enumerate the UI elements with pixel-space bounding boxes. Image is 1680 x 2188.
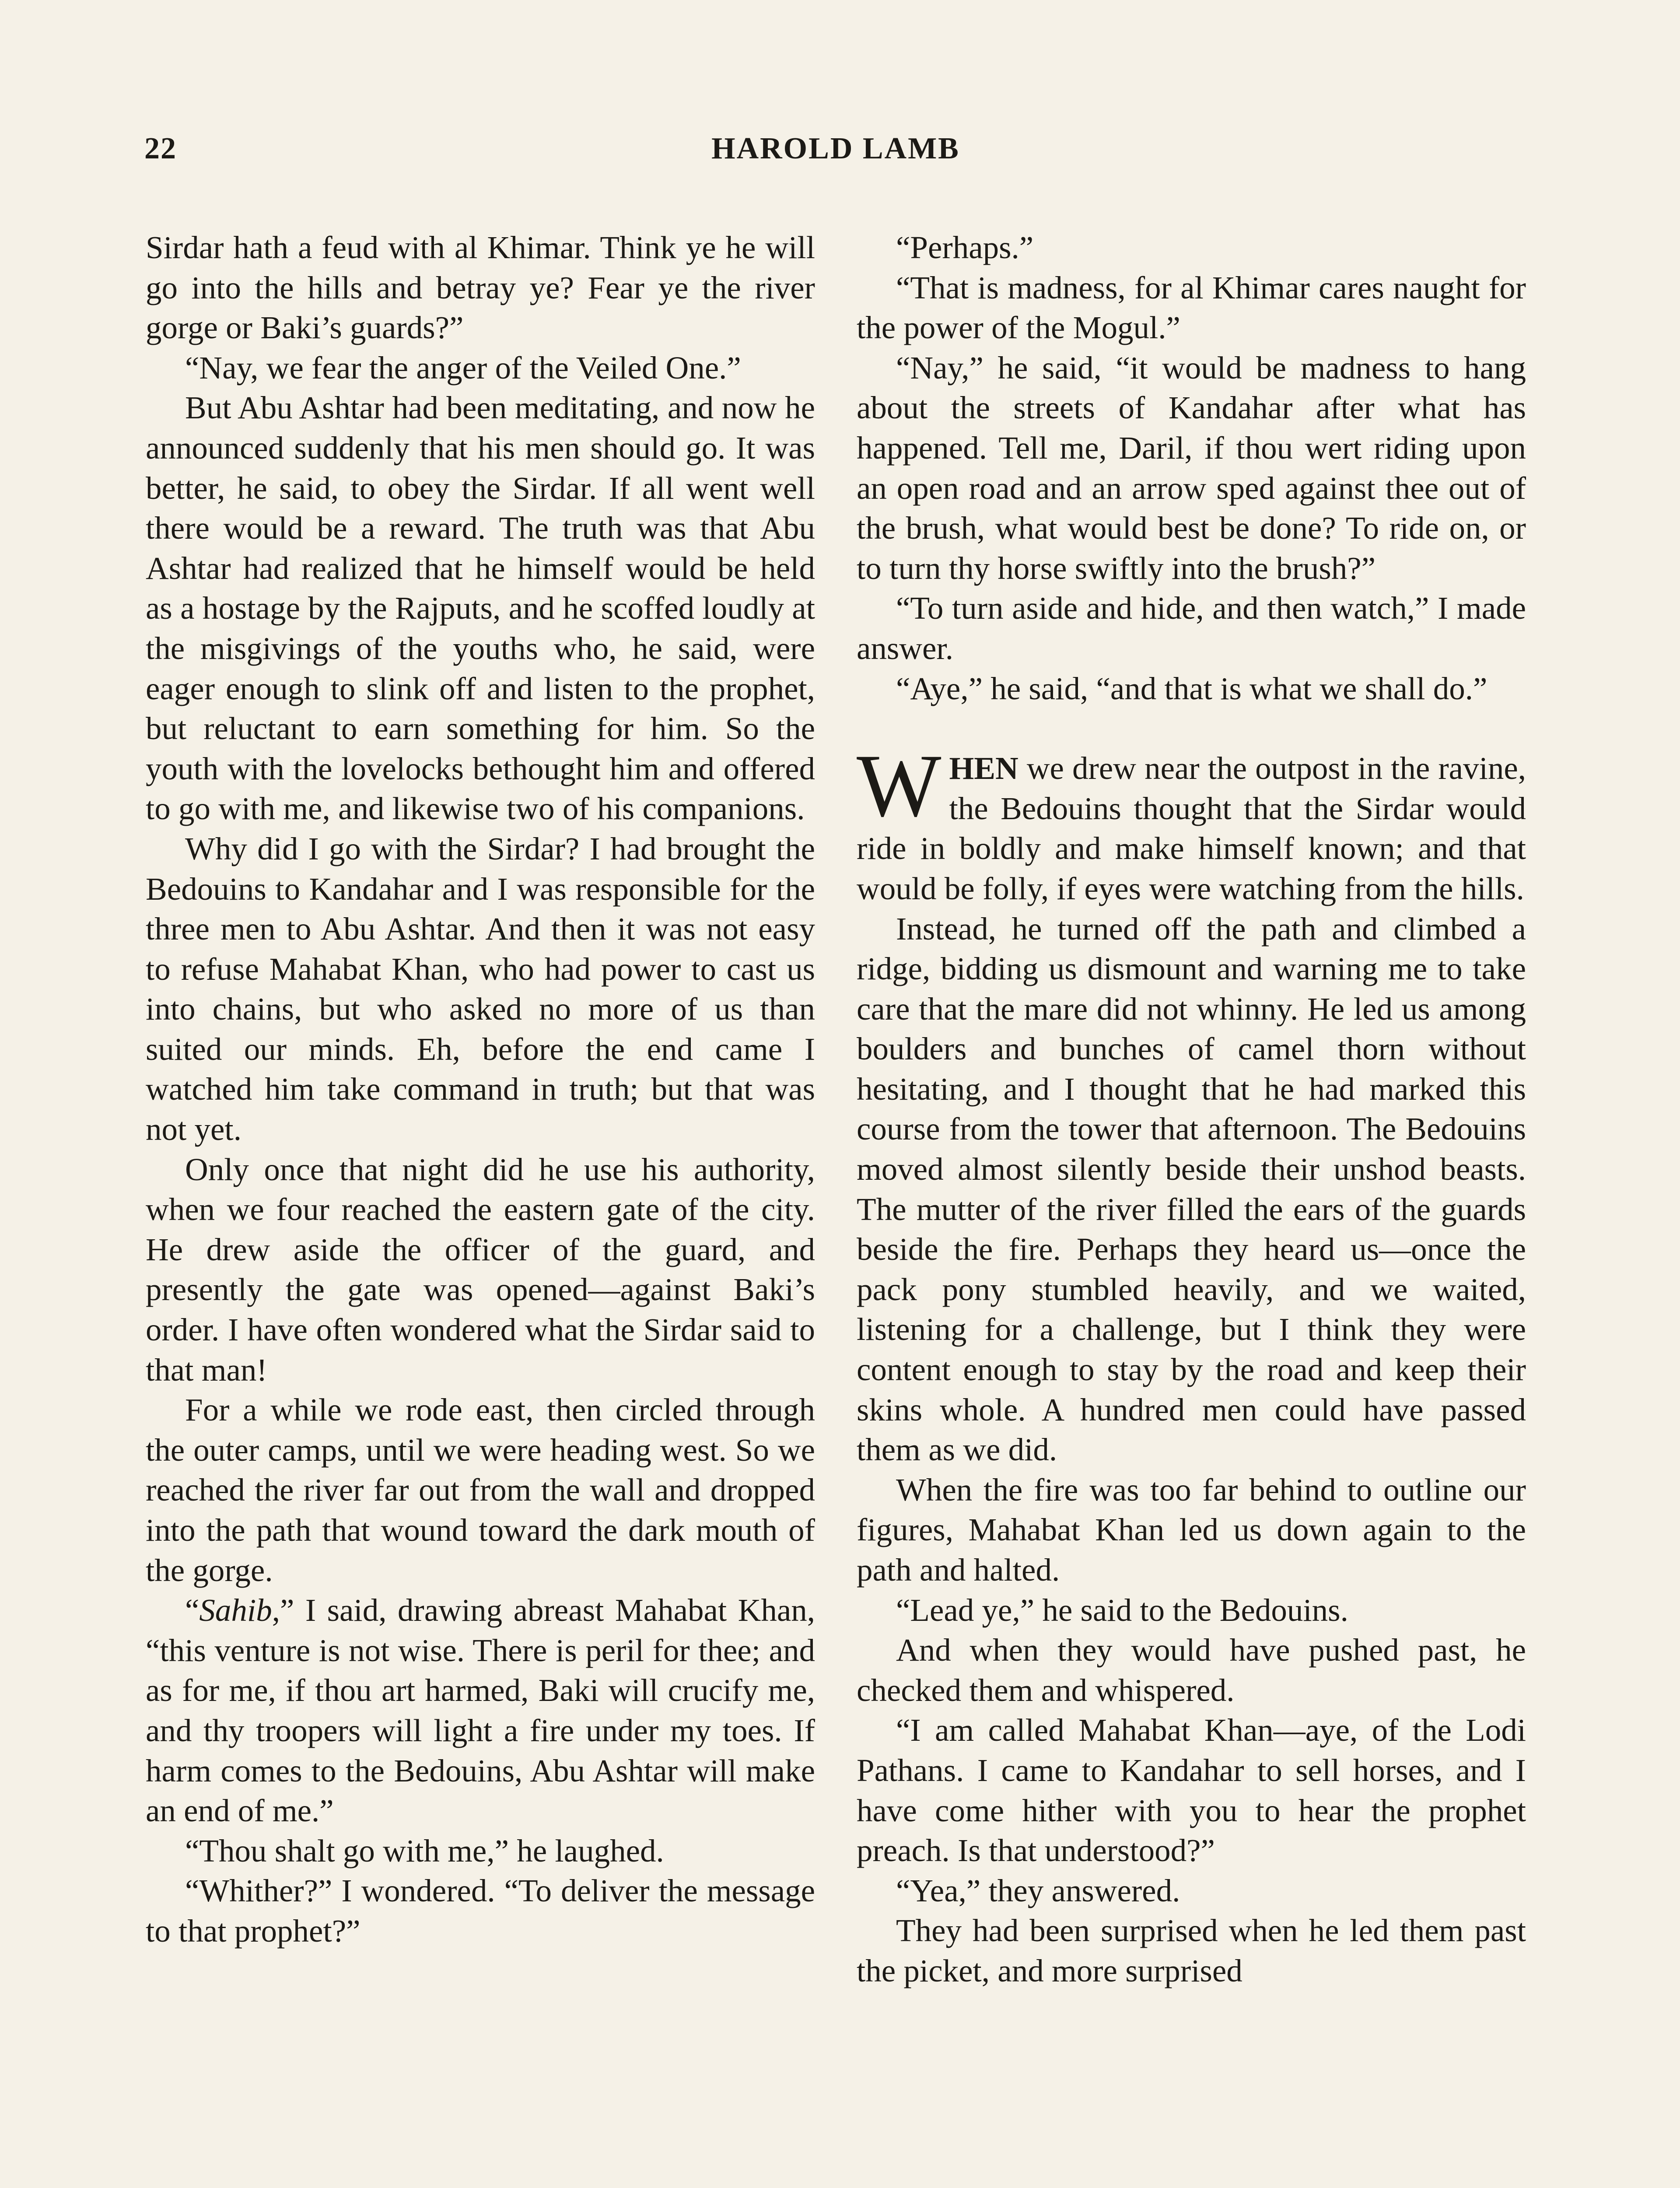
paragraph: Why did I go with the Sirdar? I had brought the Bedouins to Kandahar and I was responsible for the three men to Abu Ashtar. And then it was not easy to refuse Mahabat Khan, who had power to cast us into chains, but who asked no more of us than suited our minds. Eh, before the end came I watched him take command in truth; but that was not yet.	[146, 831, 815, 1147]
paragraph: “To turn aside and hide, and then watch,” I made answer.	[857, 590, 1526, 666]
paragraph: Sirdar hath a feud with al Khimar. Think ye he will go into the hills and betray ye? Fear ye the river gorge or Baki’s guards?”	[146, 230, 815, 346]
drop-cap: W	[857, 736, 942, 836]
paragraph: “Lead ye,” he said to the Bedouins.	[896, 1592, 1348, 1628]
lead-in-caps: HEN	[949, 750, 1018, 786]
paragraph: “Yea,” they answered.	[896, 1872, 1180, 1908]
section-opening-paragraph	[857, 736, 1526, 908]
right-column	[857, 228, 1526, 1991]
italic-word: Sahib	[199, 1592, 272, 1628]
paragraph: For a while we rode east, then circled through the outer camps, until we were heading west. So we reached the river far out from the wall and dropped into the path that wound toward the dark mouth of the gorge.	[146, 1392, 815, 1588]
paragraph: But Abu Ashtar had been meditating, and now he announced suddenly that his men should go. It was better, he said, to obey the Sirdar. If all went well there would be a reward. The truth was that Abu Ashtar had realized that he himself would be held as a hostage by the Rajputs, and he scoffed loudly at the misgivings of the youths who, he said, were eager enough to slink off and listen to the prophet, but reluctant to earn something for him. So the youth with the lovelocks bethought him and offered to go with me, and likewise two of his companions.	[146, 390, 815, 827]
paragraph: “Nay,” he said, “it would be madness to hang about the streets of Kandahar after what has happened. Tell me, Daril, if thou wert riding upon an open road and an arrow sped against thee out of the brush, what would best be done? To ride on, or to turn thy horse swiftly into the brush?”	[857, 350, 1526, 586]
running-head: HAROLD LAMB	[711, 132, 960, 165]
paragraph: They had been surprised when he led them past the picket, and more surprised	[857, 1913, 1526, 1988]
left-column	[146, 228, 815, 1951]
page-header	[144, 131, 1527, 179]
paragraph: “Whither?” I wondered. “To deliver the message to that prophet?”	[146, 1873, 815, 1949]
paragraph: “Nay, we fear the anger of the Veiled One.”	[185, 350, 741, 386]
paragraph: “Aye,” he said, “and that is what we shall do.”	[896, 670, 1488, 706]
open-quote: “	[185, 1592, 200, 1628]
paragraph-text: we drew near the outpost in the ravine, the Bedouins thought that the Sirdar would ride in boldly and make himself known; and that would be folly, if eyes were watching from the hills.	[857, 750, 1526, 906]
paragraph: “Thou shalt go with me,” he laughed.	[185, 1833, 664, 1869]
paragraph: “That is madness, for al Khimar cares naught for the power of the Mogul.”	[857, 270, 1526, 346]
page-number: 22	[144, 132, 177, 165]
paragraph: And when they would have pushed past, he checked them and whispered.	[857, 1632, 1526, 1708]
paragraph: Instead, he turned off the path and climbed a ridge, bidding us dismount and warning me to take care that the mare did not whinny. He led us among boulders and bunches of camel thorn without hesitating, and I thought that he had marked this course from the tower that afternoon. The Bedouins moved almost silently beside their unshod beasts. The mutter of the river filled the ears of the guards beside the fire. Perhaps they heard us—once the pack pony stumbled heavily, and we waited, listening for a challenge, but I think they were content enough to stay by the road and keep their skins whole. A hundred men could have passed them as we did.	[857, 911, 1526, 1468]
paragraph: “Perhaps.”	[896, 230, 1034, 265]
paragraph: Only once that night did he use his authority, when we four reached the eastern gate of the city. He drew aside the officer of the guard, and presently the gate was opened—against Baki’s order. I have often wondered what the Sirdar said to that man!	[146, 1151, 815, 1388]
paragraph: When the fire was too far behind to outline our figures, Mahabat Khan led us down again to the path and halted.	[857, 1472, 1526, 1588]
paragraph-text: ,” I said, drawing abreast Mahabat Khan, “this venture is not wise. There is peril for thee; and as for me, if thou art harmed, Baki will crucify me, and thy troopers will light a fire under my toes. If harm comes to the Bedouins, Abu Ashtar will make an end of me.”	[146, 1592, 815, 1829]
paragraph	[146, 1590, 815, 1831]
paragraph: “I am called Mahabat Khan—aye, of the Lodi Pathans. I came to Kandahar to sell horses, and I have come hither with you to hear the prophet preach. Is that understood?”	[857, 1712, 1526, 1869]
